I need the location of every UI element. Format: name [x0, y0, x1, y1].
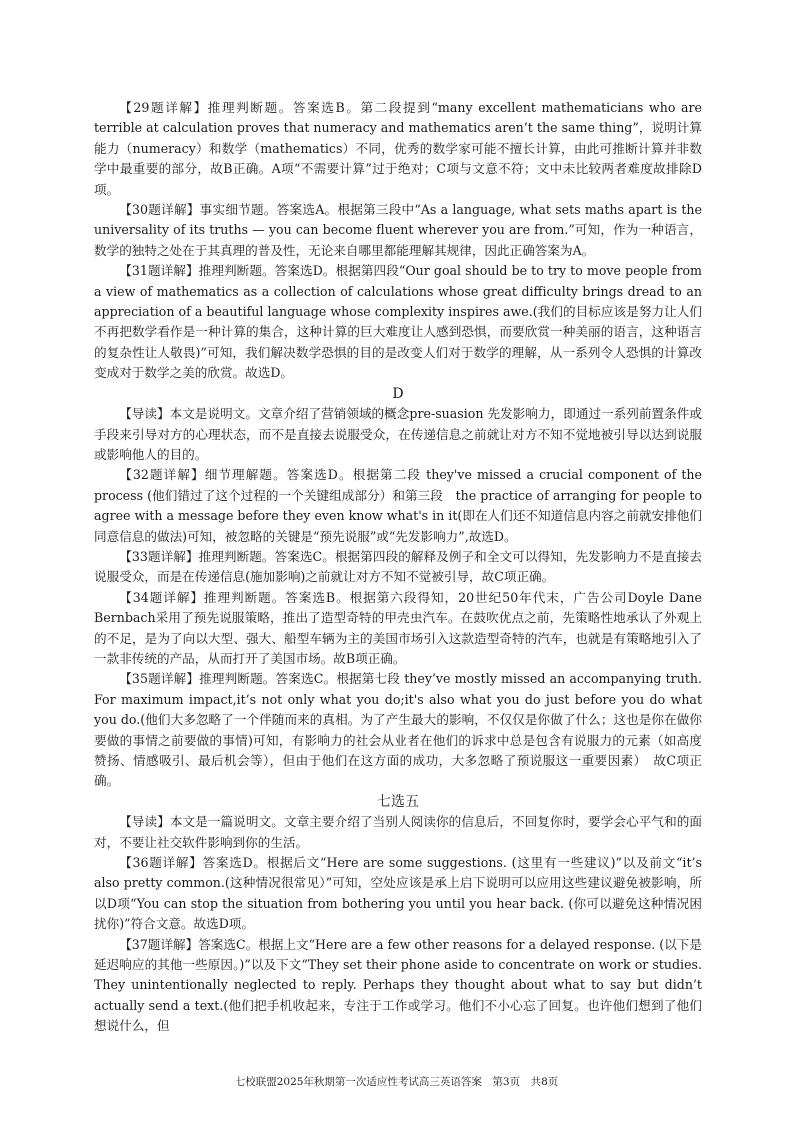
section-d-heading: D — [392, 385, 404, 402]
section-d-intro: 【导读】本文是说明文。文章介绍了营销领域的概念pre-suasion 先发影响力，即通过一系列前置条件或手段来引导对方的心理状态，而不是直接去说服受众，在传递信息之前就让对方不知不觉地被引导以达到说服或影响他人的目的。 — [94, 406, 702, 462]
page-footer: 七校联盟2025年秋期第一次适应性考试高三英语答案 第3页 共8页 — [234, 1076, 559, 1088]
answer-30: 【30题详解】事实细节题。答案选A。根据第三段中“As a language, what sets maths apart is the universality of its truths — you can become fluent wherever you are from.”可知，作为一种语言，数学的独特之处在于其真理的普及性，无论来自哪里都能理解其规律，因此正确答案为A。 — [94, 202, 702, 258]
section-seven-intro: 【导读】本文是一篇说明文。文章主要介绍了当别人阅读你的信息后，不回复你时，要学会心平气和的面对，不要让社交软件影响到你的生活。 — [94, 814, 702, 850]
answer-37: 【37题详解】答案选C。根据上文“Here are a few other reasons for a delayed response. (以下是延迟响应的其他一些原因。)”以及下文“They set their phone aside to concentrate on work or studies. They unintentionally neglected to reply. Perhaps they thought about what to say but didn’t actually send a text.(他们把手机收起来，专注于工作或学习。他们不小心忘了回复。也许他们想到了他们想说什么，但 — [94, 936, 702, 1034]
answer-29: 【29题详解】推理判断题。答案选B。第二段提到“many excellent mathematicians who are terrible at calculation proves that numeracy and mathematics aren’t the same thing”，说明计算能力（numeracy）和数学（mathematics）不同，优秀的数学家可能不擅长计算，由此可推断计算并非数学中最重要的部分，故B正确。A项“不需要计算”过于绝对；C项与文意不符；文中未比较两者难度故排除D项。 — [94, 100, 702, 197]
answer-content — [94, 98, 702, 1037]
answer-35: 【35题详解】推理判断题。答案选C。根据第七段 they’ve mostly missed an accompanying truth. For maximum impact,it’s not only what you do;it's also what you do just before you do what you do.(他们大多忽略了一个伴随而来的真相。为了产生最大的影响，不仅仅是你做了什么；这也是你在做你要做的事情之前要做的事情)可知，有影响力的社会从业者在他们的诉求中总是包含有说服力的元素（如高度赞扬、情感吸引、最后机会等），但由于他们在这方面的成功，大多忽略了预说服这一重要因素） 故C项正确。 — [94, 671, 702, 789]
answer-31: 【31题详解】推理判断题。答案选D。根据第四段“Our goal should be to try to move people from a view of mathematics as a collection of calculations whose great difficulty brings dread to an appreciation of a beautiful language whose complexity inspires awe.(我们的目标应该是努力让人们不再把数学看作是一种计算的集合，这种计算的巨大难度让人感到恐惧，而要欣赏一种美丽的语言，这种语言的复杂性让人敬畏)”可知，我们解决数学恐惧的目的是改变人们对于数学的理解，从一系列令人恐惧的计算改变成对于数学之美的欣赏。故选D。 — [94, 263, 702, 381]
answer-34: 【34题详解】推理判断题。答案选B。根据第六段得知，20世纪50年代末，广告公司Doyle Dane Bernbach采用了预先说服策略，推出了造型奇特的甲壳虫汽车。在鼓吹优点之前，先策略性地承认了外观上的不足，是为了向以大型、强大、船型车辆为主的美国市场引入这款造型奇特的汽车，也就是有策略地引入了一款非传统的产品，从而打开了美国市场。故B项正确。 — [94, 589, 702, 666]
section-seven-heading: 七选五 — [377, 793, 419, 810]
answer-32: 【32题详解】细节理解题。答案选D。根据第二段 they've missed a crucial component of the process (他们错过了这个过程的一个关键组成部分）和第三段 the practice of arranging for people to agree with a message before they even know what's in it(即在人们还不知道信息内容之前就安排他们同意信息的做法)可知，被忽略的关键是“预先说服”或“先发影响力”,故选D。 — [94, 467, 702, 544]
answer-33: 【33题详解】推理判断题。答案选C。根据第四段的解释及例子和全文可以得知，先发影响力不是直接去说服受众，而是在传递信息(施加影响)之前就让对方不知不觉被引导，故C项正确。 — [94, 548, 702, 585]
answer-36: 【36题详解】答案选D。根据后文“Here are some suggestions. (这里有一些建议)”以及前文“it’s also pretty common.(这种情况很常见）”可知，空处应该是承上启下说明可以应用这些建议避免被影响，所以D项“You can stop the situation from bothering you until you hear back. (你可以避免这种情况困扰你)”符合文意。故选D项。 — [94, 855, 702, 932]
